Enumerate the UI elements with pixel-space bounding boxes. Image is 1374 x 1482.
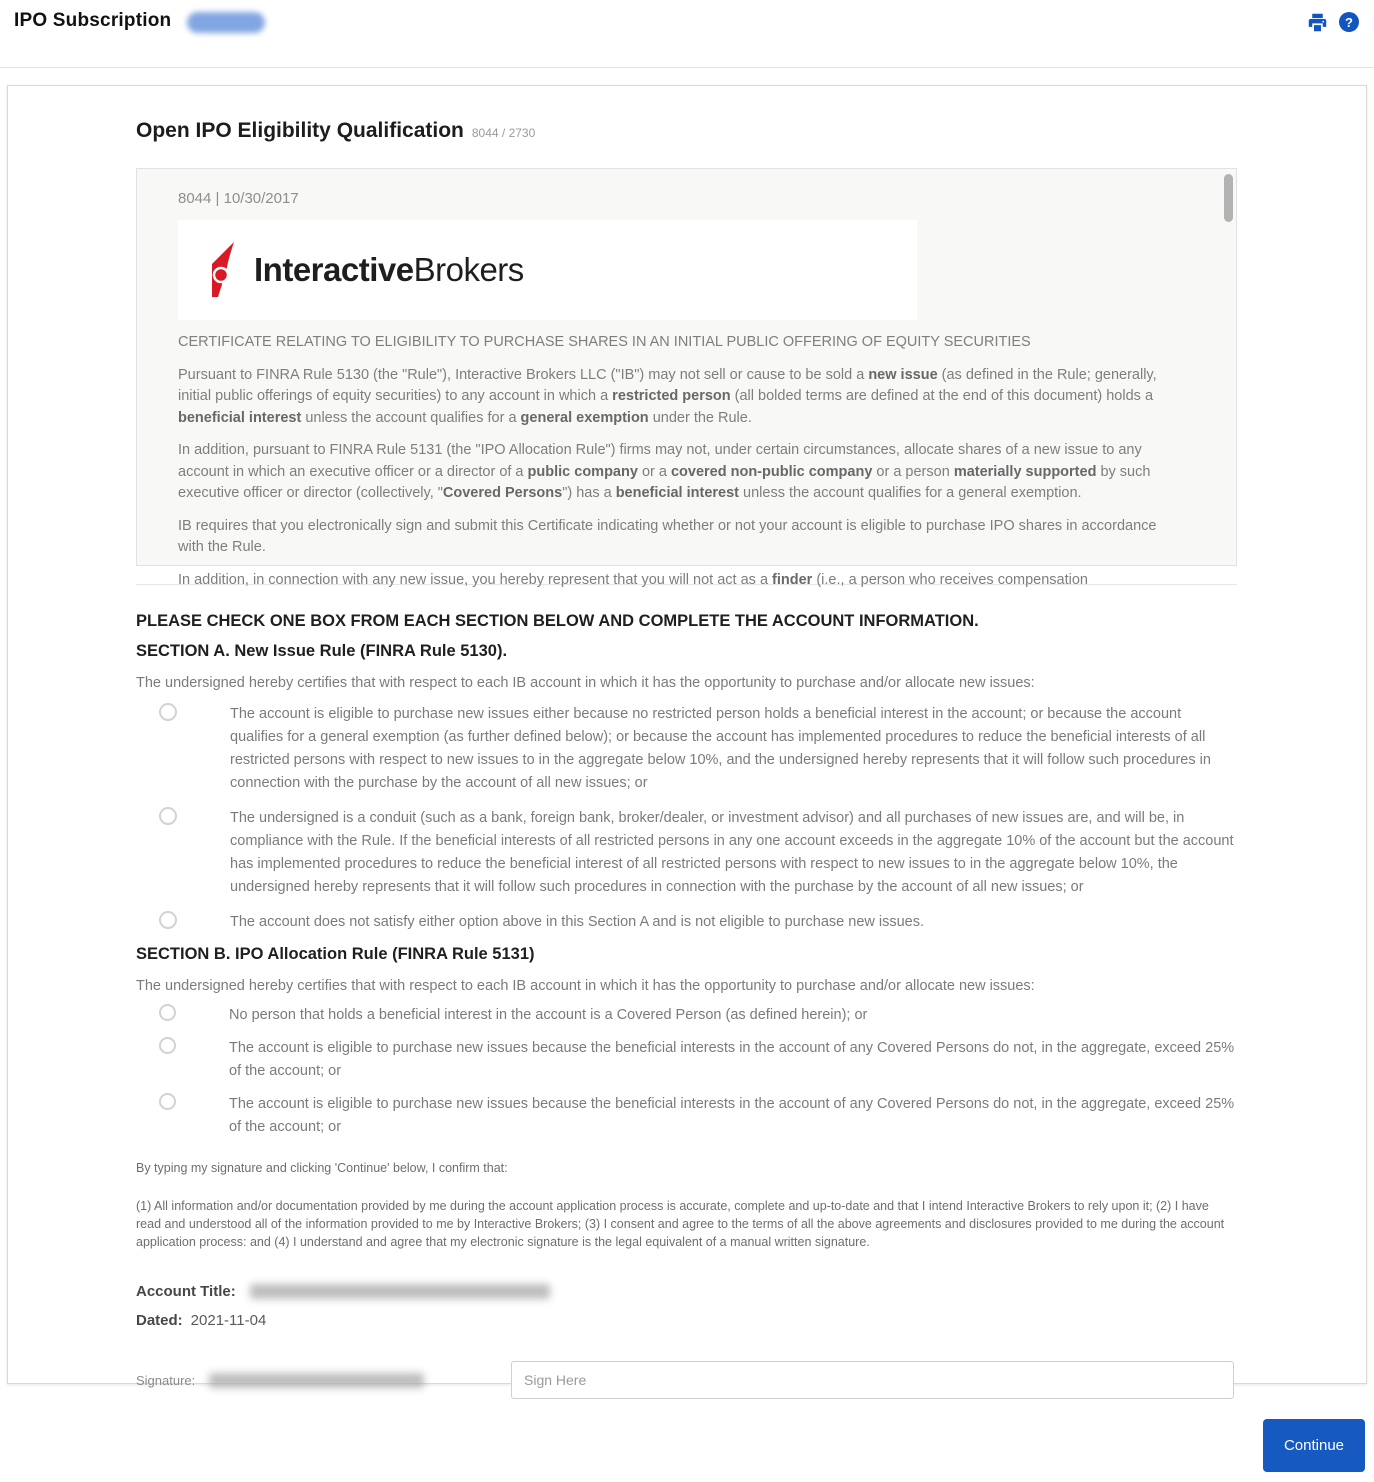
signature-row	[136, 1360, 1237, 1400]
section-b-option-2-radio[interactable]	[159, 1037, 176, 1054]
print-icon[interactable]	[1306, 11, 1328, 33]
section-a-option-1	[136, 703, 1237, 795]
section-a-option-1-radio[interactable]	[159, 703, 177, 721]
form-card	[7, 85, 1367, 1388]
redacted-account-title	[250, 1284, 550, 1299]
help-icon[interactable]: ?	[1338, 11, 1360, 33]
certificate-heading: CERTIFICATE RELATING TO ELIGIBILITY TO PURCHASE SHARES IN AN INITIAL PUBLIC OFFERING OF EQUITY SECURITIES	[178, 334, 1031, 350]
certificate-document-scrollarea[interactable]	[136, 168, 1237, 588]
section-b-option-3	[136, 1093, 1237, 1139]
interactive-brokers-logo	[178, 220, 917, 320]
continue-button[interactable]: Continue	[1263, 1419, 1365, 1472]
option-label: No person that holds a beneficial interest in the account is a Covered Person (as defined herein); or	[229, 1007, 868, 1023]
signature-label: Signature:	[136, 1372, 196, 1388]
section-a-option-2-radio[interactable]	[159, 807, 177, 825]
form-title: Open IPO Eligibility Qualification	[136, 119, 464, 142]
section-a-option-2	[136, 807, 1237, 899]
account-title-row	[136, 1283, 1237, 1300]
section-b-option-1	[136, 1004, 1237, 1027]
check-box-instruction: PLEASE CHECK ONE BOX FROM EACH SECTION BELOW AND COMPLETE THE ACCOUNT INFORMATION.	[136, 612, 979, 630]
redacted-signature-name	[209, 1373, 424, 1388]
section-b-option-3-radio[interactable]	[159, 1093, 176, 1110]
redacted-account-badge	[187, 12, 265, 33]
scrollbar-thumb[interactable]	[1224, 174, 1233, 222]
form-number: 8044 / 2730	[471, 126, 536, 140]
account-title-label: Account Title:	[136, 1283, 236, 1300]
option-label: The account is eligible to purchase new issues because the beneficial interests in the account of any Covered Persons do not, in the aggregate, exceed 25% of the account; or	[229, 1040, 1235, 1079]
option-label: The account is eligible to purchase new issues either because no restricted person holds a beneficial interest in the account; or because the account qualifies for a general exemption (as further defined below); or because the account has implemented procedures to reduce the beneficial interests of all restricted persons with respect to new issues to in the aggregate below 10%, and the undersigned hereby represents that it will follow such procedures in connection with the purchase by the account of all new issues; or	[230, 706, 1211, 791]
confirmation-lead: By typing my signature and clicking 'Continue' below, I confirm that:	[136, 1161, 508, 1175]
option-label: The account does not satisfy either option above in this Section A and is not eligible to purchase new issues.	[230, 914, 925, 930]
section-a-option-3	[136, 911, 1237, 934]
document-header: 8044 | 10/30/2017	[178, 190, 299, 207]
signature-input[interactable]	[511, 1361, 1234, 1399]
section-b-intro: The undersigned hereby certifies that with respect to each IB account in which it has the opportunity to purchase and/or allocate new issues:	[136, 978, 1035, 994]
option-label: The undersigned is a conduit (such as a bank, foreign bank, broker/dealer, or investment advisor) and all purchases of new issues are, and will be, in compliance with the Rule. If the beneficial interests of all restricted persons in any one account exceeds in the aggregate 10% of the account but the account has implemented procedures to reduce the beneficial interest of all restricted persons with respect to new issues to in the aggregate below 10%, the undersigned hereby represents that it will follow such procedures in connection with the purchase by the account of all new issues; or	[230, 810, 1234, 895]
section-b-heading: SECTION B. IPO Allocation Rule (FINRA Rule 5131)	[136, 945, 535, 963]
ib-logo-text: InteractiveBrokers	[254, 251, 524, 288]
dated-label: Dated:	[136, 1312, 183, 1329]
page-title: IPO Subscription	[14, 10, 172, 31]
section-b-option-1-radio[interactable]	[159, 1004, 176, 1021]
confirmation-body: (1) All information and/or documentation provided by me during the account application process is accurate, complete and up-to-date and that I intend Interactive Brokers to rely upon it; (2) I have read and understood all of the information provided to me by Interactive Brokers; (3) I consent and agree to the terms of all the above agreements and disclosures provided to me during the account application process: and (4) I understand and agree that my electronic signature is the legal equivalent of a manual written signature.	[136, 1199, 1225, 1249]
section-b-option-2	[136, 1037, 1237, 1083]
dated-row	[136, 1312, 1237, 1329]
option-label: The account is eligible to purchase new issues because the beneficial interests in the account of any Covered Persons do not, in the aggregate, exceed 25% of the account; or	[229, 1096, 1235, 1135]
ib-logo-icon	[204, 242, 244, 298]
dated-value: 2021-11-04	[190, 1312, 267, 1329]
certificate-paragraph: Pursuant to FINRA Rule 5130 (the "Rule"), Interactive Brokers LLC ("IB") may not sell or cause to be sold a new issue (as defined in the Rule; generally, initial public offerings of equity securities) to any account in which a restricted person (all bolded terms are defined at the end of this document) holds a beneficial interest unless the account qualifies for a general exemption under the Rule.	[178, 366, 1157, 426]
certificate-paragraph: In addition, in connection with any new issue, you hereby represent that you will not act as a finder (i.e., a person who receives compensation	[178, 571, 1088, 588]
section-a-option-3-radio[interactable]	[159, 911, 177, 929]
section-a-heading: SECTION A. New Issue Rule (FINRA Rule 5130).	[136, 642, 508, 660]
certificate-paragraph: IB requires that you electronically sign and submit this Certificate indicating whether or not your account is eligible to purchase IPO shares in accordance with the Rule.	[178, 517, 1157, 555]
page-header	[0, 0, 1374, 68]
section-a-intro: The undersigned hereby certifies that with respect to each IB account in which it has the opportunity to purchase and/or allocate new issues:	[136, 675, 1035, 691]
certificate-paragraph: In addition, pursuant to FINRA Rule 5131 (the "IPO Allocation Rule") firms may not, under certain circumstances, allocate shares of a new issue to any account in which an executive officer or a director of a public company or a covered non-public company or a person materially supported by such executive officer or director (collectively, "Covered Persons") has a beneficial interest unless the account qualifies for a general exemption.	[178, 442, 1151, 501]
